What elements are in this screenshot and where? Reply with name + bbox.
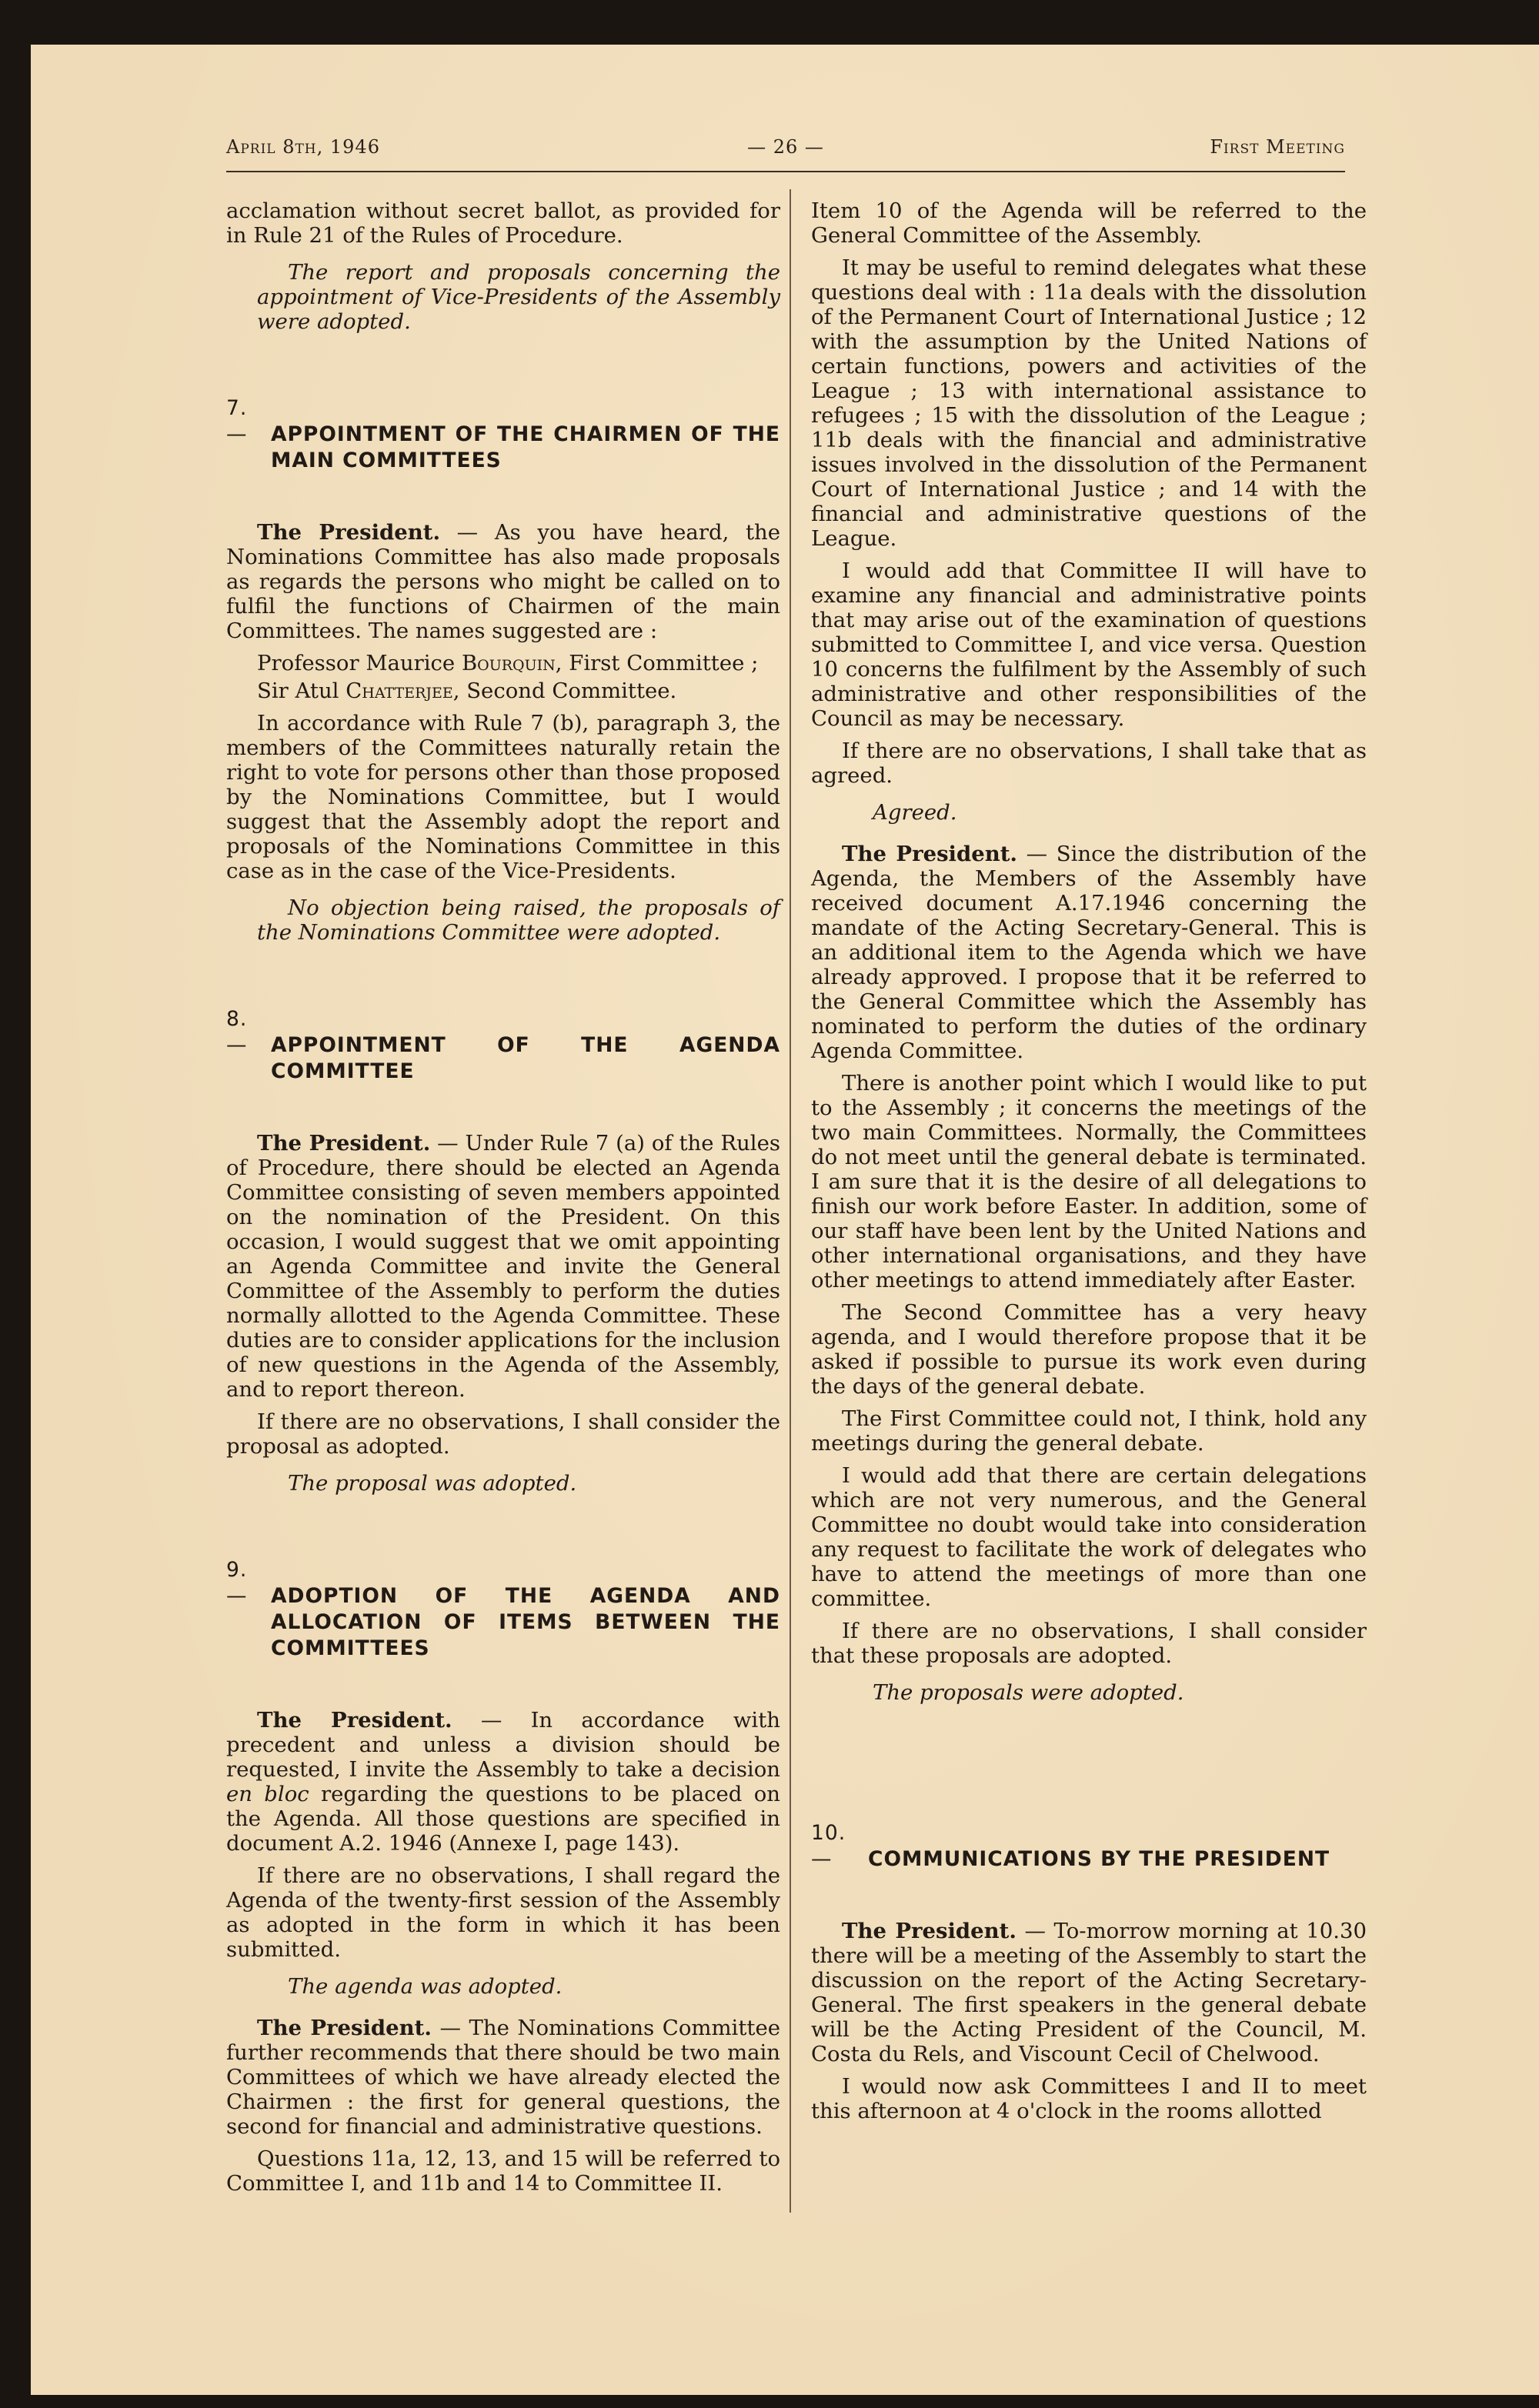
section-heading [226, 395, 780, 474]
paragraph [226, 520, 780, 643]
running-header [226, 132, 1345, 172]
resolution-note: The proposals were adopted. [873, 1680, 1184, 1705]
paragraph: There is another point which I would like to put to the Assembly ; it concerns the meetings of the two main Committees. Normally, the Committees do not meet until the general debate is terminated. I am sure that it is the desire of all delegations to finish our work before Easter. In addition, some of our staff have been lent by the United Nations and other international organisations, and they have other meetings to attend immediately after Easter. [811, 1071, 1367, 1292]
nominee-prefix: Professor Maurice [257, 651, 462, 675]
section-title: ADOPTION OF THE AGENDA AND ALLOCATION OF ITEMS BETWEEN THE COMMITTEES [271, 1584, 780, 1660]
resolution-note: No objection being raised, the proposals of the Nominations Committee were adopted. [257, 895, 780, 945]
nominee-suffix: , First Committee ; [555, 651, 759, 675]
speech-text: — In accordance with precedent and unless a division should be requested, I invite the Assembly to take a decision [226, 1708, 780, 1782]
section-heading [226, 1557, 780, 1662]
paragraph: I would add that there are certain delegations which are not very numerous, and the General Committee no doubt would take into consideration any request to facilitate the work of delegates who have to attend the meetings of more than one committee. [811, 1463, 1367, 1611]
section-number: 10. — [811, 1821, 846, 1871]
header-date: April 8th, 1946 [226, 136, 380, 158]
section-heading [226, 1006, 780, 1085]
paragraph: The Second Committee has a very heavy agenda, and I would therefore propose that it be asked if possible to pursue its work even during the days of the general debate. [811, 1300, 1367, 1399]
page-number: — 26 — [747, 136, 824, 158]
section-number: 8. — [226, 1007, 248, 1057]
paragraph [811, 1919, 1367, 2066]
resolution-note: The proposal was adopted. [288, 1471, 577, 1496]
paragraph: It may be useful to remind delegates what these questions deal with : 11a deals with the dissolution of the Permanent Court of International Justice ; 12 with the assumption by the United Nations of certain functions, powers and activities of the League ; 13 with international assistance to refugees ; 15 with the dissolution of the League ; 11b deals with the financial and administrative issues involved in the dissolution of the Permanent Court of International Justice ; and 14 with the financial and administrative questions of the League. [811, 255, 1367, 551]
paragraph: If there are no observations, I shall consider that these proposals are adopted. [811, 1619, 1367, 1668]
paragraph: I would now ask Committees I and II to meet this afternoon at 4 o'clock in the rooms allotted [811, 2074, 1367, 2123]
latin-phrase: en bloc [226, 1782, 309, 1806]
nominee-entry [226, 651, 780, 675]
speech-text: — Since the distribution of the Agenda, the Members of the Assembly have received document A.17.1946 concerning the mandate of the Acting Secretary-General. This is an additional item to the Agenda which we have already approved. I propose that it be referred to the General Committee which the Assembly has nominated to perform the duties of the ordinary Agenda Committee. [811, 842, 1367, 1063]
paragraph: The First Committee could not, I think, hold any meetings during the general debate. [811, 1406, 1367, 1456]
nominee-surname: Chatterjee [346, 679, 453, 703]
speaker: The President. [842, 842, 1017, 866]
nominee-surname: Bourquin [461, 651, 556, 675]
header-meeting: First Meeting [1210, 136, 1345, 158]
column-divider [790, 189, 791, 2213]
paragraph: Item 10 of the Agenda will be referred to the General Committee of the Assembly. [811, 198, 1367, 248]
speaker: The President. [257, 1131, 431, 1156]
paragraph: If there are no observations, I shall regard the Agenda of the twenty-first session of the Assembly as adopted in the form in which it has been submitted. [226, 1863, 780, 1962]
speech-text: — To-morrow morning at 10.30 there will be a meeting of the Assembly to start the discussion on the report of the Acting Secretary-General. The first speakers in the general debate will be the Acting President of the Council, M. Costa du Rels, and Viscount Cecil of Chelwood. [811, 1919, 1367, 2066]
paragraph: I would add that Committee II will have to examine any financial and administrative points that may arise out of the examination of questions submitted to Committee I, and vice versa. Question 10 concerns the fulfilment by the Assembly of such administrative and other responsibilities of the Council as may be necessary. [811, 559, 1367, 731]
section-title: APPOINTMENT OF THE AGENDA COMMITTEE [271, 1033, 780, 1083]
section-title: COMMUNICATIONS BY THE PRESIDENT [868, 1847, 1330, 1871]
paragraph: acclamation without secret ballot, as provided for in Rule 21 of the Rules of Procedure. [226, 198, 780, 248]
speech-text: regarding the questions to be placed on the Agenda. All those questions are specified in document A.2. 1946 (Annexe I, page 143). [226, 1782, 780, 1856]
paragraph: If there are no observations, I shall consider the proposal as adopted. [226, 1409, 780, 1459]
resolution-note: The agenda was adopted. [288, 1974, 563, 1999]
section-title: APPOINTMENT OF THE CHAIRMEN OF THE MAIN COMMITTEES [271, 422, 780, 472]
section-number: 9. — [226, 1558, 248, 1608]
speech-text: — Under Rule 7 (a) of the Rules of Procedure, there should be elected an Agenda Committee consisting of seven members appointed on the nomination of the President. On this occasion, I would suggest that we omit appointing an Agenda Committee and invite the General Committee of the Assembly to perform the duties normally allotted to the Agenda Committee. These duties are to consider applications for the inclusion of new questions in the Agenda of the Assembly, and to report thereon. [226, 1131, 780, 1402]
resolution-note: The report and proposals concerning the appointment of Vice-Presidents of the Assembly were adopted. [257, 260, 780, 334]
paragraph [811, 842, 1367, 1063]
resolution-note: Agreed. [873, 800, 957, 825]
paragraph: If there are no observations, I shall take that as agreed. [811, 739, 1367, 788]
nominee-prefix: Sir Atul [257, 679, 346, 703]
speaker: The President. [257, 520, 441, 545]
section-heading [811, 1820, 1367, 1873]
paragraph [226, 1131, 780, 1402]
speaker: The President. [842, 1919, 1017, 1943]
speech-text: — As you have heard, the Nominations Committee has also made proposals as regards the persons who might be called on to fulfil the functions of Chairmen of the main Committees. The names suggested are : [226, 520, 780, 643]
section-number: 7. — [226, 396, 248, 446]
left-column [226, 198, 780, 2203]
paragraph: In accordance with Rule 7 (b), paragraph 3, the members of the Committees naturally retain the right to vote for persons other than those proposed by the Nominations Committee, but I would suggest that the Assembly adopt the report and proposals of the Nominations Committee in this case as in the case of the Vice-Presidents. [226, 711, 780, 883]
right-column [811, 198, 1367, 2131]
paragraph [226, 2016, 780, 2139]
paragraph [226, 1708, 780, 1856]
speaker: The President. [257, 2016, 432, 2040]
nominee-entry [226, 679, 780, 703]
speaker: The President. [257, 1708, 452, 1733]
nominee-suffix: , Second Committee. [452, 679, 677, 703]
speech-text: — The Nominations Committee further recommends that there should be two main Committees of which we have already elected the Chairmen : the first for general questions, the second for financial and administrative questions. [226, 2016, 780, 2139]
paragraph: Questions 11a, 12, 13, and 15 will be referred to Committee I, and 11b and 14 to Committee II. [226, 2146, 780, 2196]
